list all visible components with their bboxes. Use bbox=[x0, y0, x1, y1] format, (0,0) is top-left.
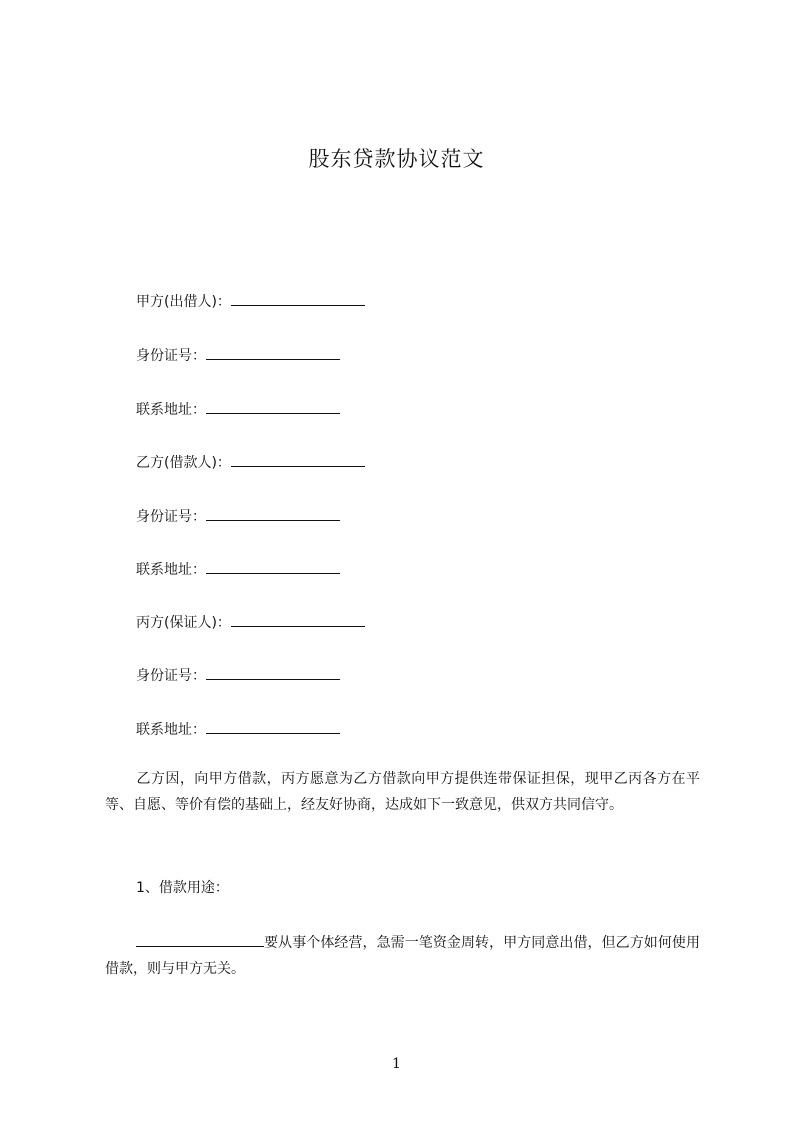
lender-address-blank[interactable] bbox=[206, 399, 340, 414]
section1-text: 要从事个体经营，急需一笔资金周转，甲方同意出借，但乙方如何使用借款，则与甲方无关。 bbox=[105, 935, 700, 977]
guarantor-address-field bbox=[136, 719, 340, 740]
borrower-field bbox=[136, 452, 365, 473]
lender-address-label: 联系地址： bbox=[136, 402, 206, 418]
document-title: 股东贷款协议范文 bbox=[308, 147, 485, 171]
lender-blank[interactable] bbox=[231, 291, 365, 306]
guarantor-label: 丙方(保证人)： bbox=[136, 615, 231, 631]
borrower-id-blank[interactable] bbox=[206, 506, 340, 521]
lender-address-field bbox=[136, 399, 340, 420]
section1-paragraph bbox=[105, 930, 700, 982]
section1-heading: 1、借款用途： bbox=[136, 880, 229, 896]
guarantor-blank[interactable] bbox=[231, 612, 365, 627]
borrower-address-label: 联系地址： bbox=[136, 562, 206, 578]
purpose-blank[interactable] bbox=[136, 932, 264, 947]
guarantor-id-label: 身份证号： bbox=[136, 668, 206, 684]
lender-id-field bbox=[136, 345, 340, 366]
intro-text: 乙方因，向甲方借款，丙方愿意为乙方借款向甲方提供连带保证担保，现甲乙丙各方在平等、自愿、等价有偿的基础上，经友好协商，达成如下一致意见，供双方共同信守。 bbox=[105, 771, 700, 813]
guarantor-address-label: 联系地址： bbox=[136, 722, 206, 738]
guarantor-field bbox=[136, 612, 365, 633]
borrower-id-field bbox=[136, 506, 340, 527]
borrower-label: 乙方(借款人)： bbox=[136, 455, 231, 471]
borrower-blank[interactable] bbox=[231, 452, 365, 467]
page-number: 1 bbox=[392, 1056, 401, 1072]
lender-label: 甲方(出借人)： bbox=[136, 294, 231, 310]
borrower-address-field bbox=[136, 559, 340, 580]
borrower-address-blank[interactable] bbox=[206, 559, 340, 574]
lender-id-blank[interactable] bbox=[206, 345, 340, 360]
guarantor-id-blank[interactable] bbox=[206, 665, 340, 680]
lender-id-label: 身份证号： bbox=[136, 348, 206, 364]
borrower-id-label: 身份证号： bbox=[136, 509, 206, 525]
lender-field bbox=[136, 291, 365, 312]
guarantor-id-field bbox=[136, 665, 340, 686]
intro-paragraph bbox=[105, 766, 700, 818]
guarantor-address-blank[interactable] bbox=[206, 719, 340, 734]
